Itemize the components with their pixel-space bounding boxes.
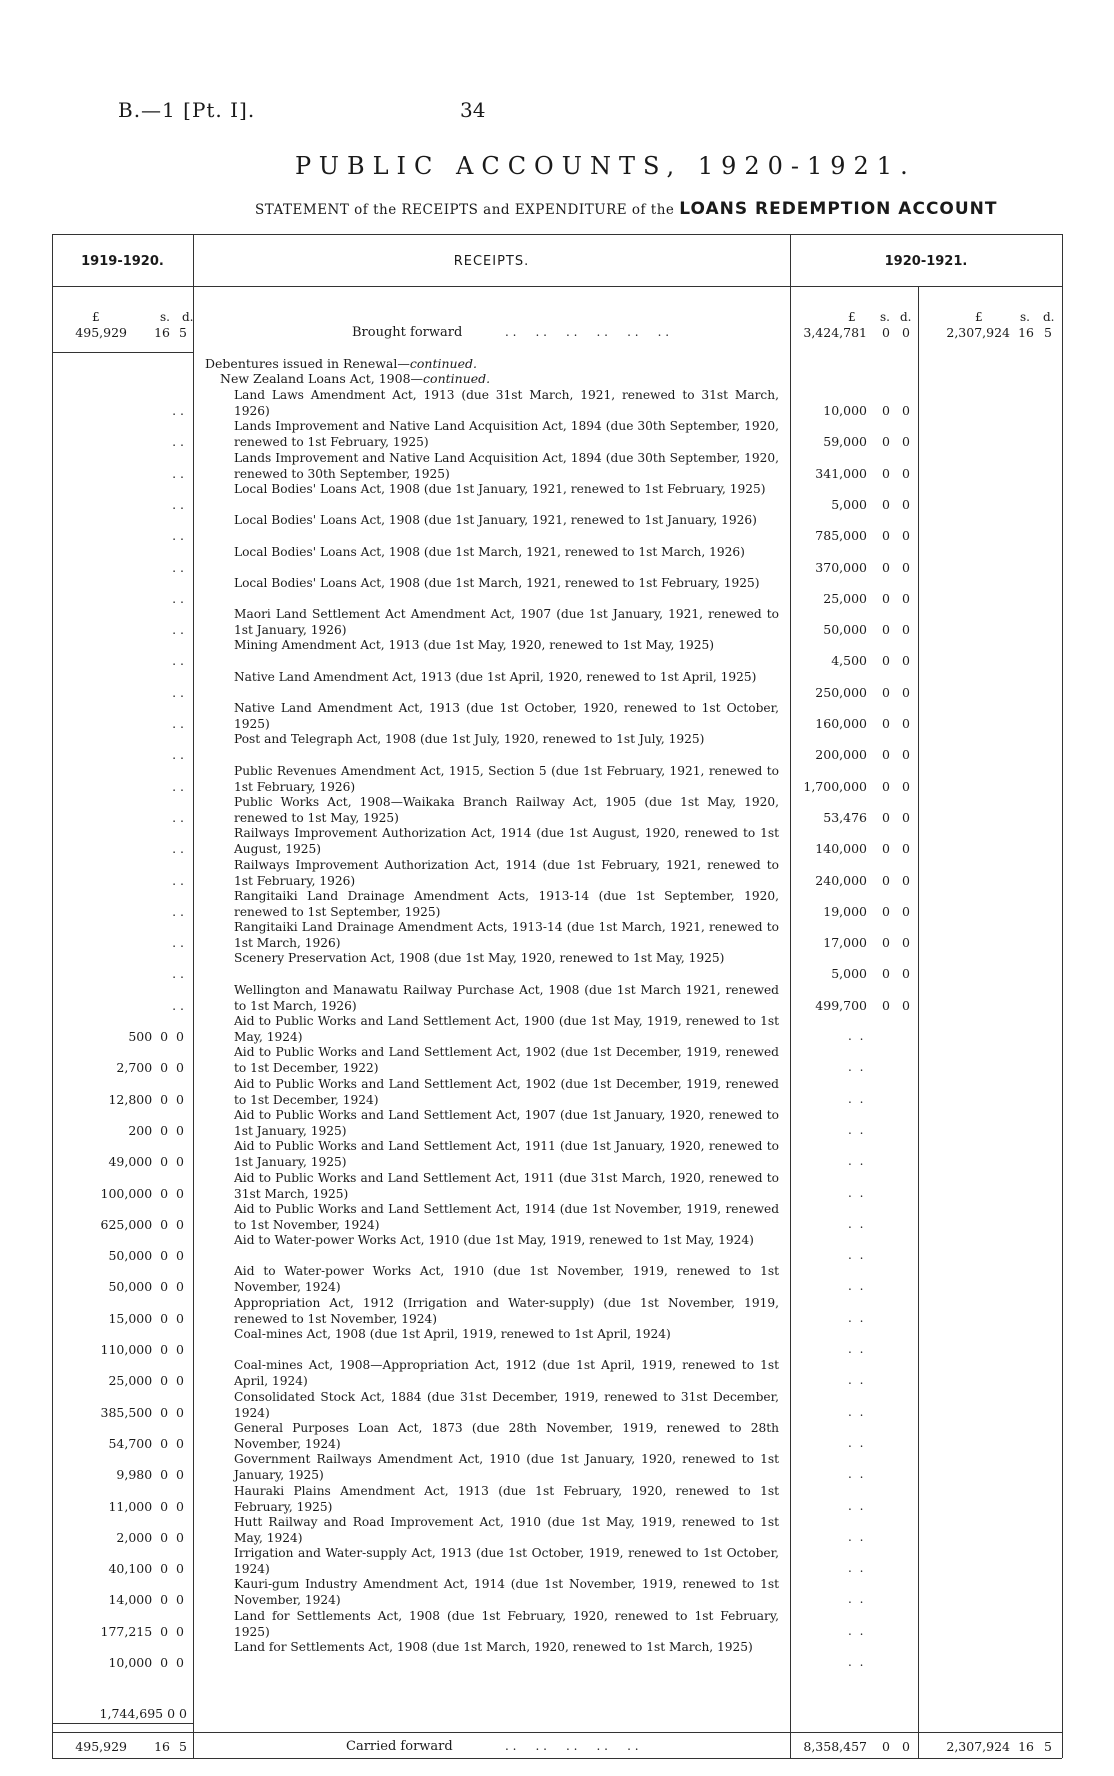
subtitle-account-name: LOANS REDEMPTION ACCOUNT xyxy=(679,199,998,219)
row-shillings: 0 xyxy=(882,685,890,700)
row-pence: 0 xyxy=(902,873,910,888)
row-left-amount: 40,100 0 0 xyxy=(108,1561,184,1576)
row-pence: 0 xyxy=(902,935,910,950)
section-subheading-nz-loans xyxy=(220,371,490,386)
row-shillings: 0 xyxy=(882,935,890,950)
row-pence: 0 xyxy=(902,528,910,543)
row-shillings: 0 xyxy=(882,779,890,794)
bf-mid-shillings: 0 xyxy=(882,325,890,340)
row-left-amount: . . xyxy=(172,622,184,637)
row-pounds: 25,000 xyxy=(823,591,867,606)
cf-mid-shillings: 0 xyxy=(882,1739,890,1754)
cf-left-pence: 5 xyxy=(179,1739,187,1754)
row-left-amount: 14,000 0 0 xyxy=(108,1592,184,1607)
table-header-rule xyxy=(52,286,1062,287)
row-shillings: 0 xyxy=(882,841,890,856)
row-description: Local Bodies' Loans Act, 1908 (due 1st January, 1921, renewed to 1st February, 1925) xyxy=(234,482,766,496)
row-mid-dots: . . xyxy=(848,1530,866,1544)
row-description: Appropriation Act, 1912 (Irrigation and Water-supply) (due 1st November, 1919, renewed to 1st November, 1924) xyxy=(234,1296,779,1326)
left-pence-unit: d. xyxy=(182,310,194,324)
row-shillings: 0 xyxy=(882,873,890,888)
row-pounds: 160,000 xyxy=(815,716,867,731)
row-shillings: 0 xyxy=(882,560,890,575)
row-left-amount: 110,000 0 0 xyxy=(100,1342,184,1357)
mid-pound-unit: £ xyxy=(848,310,856,324)
left-brought-rule xyxy=(52,352,193,353)
row-description: Local Bodies' Loans Act, 1908 (due 1st January, 1921, renewed to 1st January, 1926) xyxy=(234,513,757,527)
cf-left-shillings: 16 xyxy=(154,1739,170,1754)
row-description: Hutt Railway and Road Improvement Act, 1910 (due 1st May, 1919, renewed to 1st May, 1924) xyxy=(234,1515,779,1545)
row-left-amount: . . xyxy=(172,403,184,418)
bf-right-pence: 5 xyxy=(1044,325,1052,340)
row-description: Aid to Public Works and Land Settlement Act, 1900 (due 1st May, 1919, renewed to 1st May, 1924) xyxy=(234,1014,779,1044)
row-shillings: 0 xyxy=(882,528,890,543)
mid-pence-unit: d. xyxy=(900,310,912,324)
row-pounds: 50,000 xyxy=(823,622,867,637)
col-divider-right xyxy=(790,234,791,1758)
bf-label: Brought forward xyxy=(352,325,463,340)
row-pence: 0 xyxy=(902,747,910,762)
row-description: Public Works Act, 1908—Waikaka Branch Railway Act, 1905 (due 1st May, 1920, renewed to 1st May, 1925) xyxy=(234,795,779,825)
row-pence: 0 xyxy=(902,434,910,449)
row-description: Post and Telegraph Act, 1908 (due 1st July, 1920, renewed to 1st July, 1925) xyxy=(234,732,705,746)
row-pounds: 140,000 xyxy=(815,841,867,856)
row-pence: 0 xyxy=(902,810,910,825)
bf-right-shillings: 16 xyxy=(1018,325,1034,340)
bf-mid-pounds: 3,424,781 xyxy=(803,325,867,340)
row-shillings: 0 xyxy=(882,403,890,418)
cf-mid-pence: 0 xyxy=(902,1739,910,1754)
bf-left-pence: 5 xyxy=(179,325,187,340)
row-description: Aid to Public Works and Land Settlement Act, 1911 (due 31st March, 1920, renewed to 31st March, 1925) xyxy=(234,1171,779,1201)
row-left-amount: 9,980 0 0 xyxy=(116,1467,184,1482)
row-pounds: 785,000 xyxy=(815,528,867,543)
row-mid-dots: . . xyxy=(848,1592,866,1606)
row-description: Land Laws Amendment Act, 1913 (due 31st March, 1921, renewed to 31st March, 1926) xyxy=(234,388,779,418)
row-shillings: 0 xyxy=(882,497,890,512)
row-mid-dots: . . xyxy=(848,1154,866,1168)
row-left-amount: . . xyxy=(172,779,184,794)
row-left-amount: . . xyxy=(172,998,184,1013)
row-left-amount: 12,800 0 0 xyxy=(108,1092,184,1107)
cf-right-pence: 5 xyxy=(1044,1739,1052,1754)
row-shillings: 0 xyxy=(882,466,890,481)
document-reference: B.—1 [Pt. I]. xyxy=(118,98,256,122)
section-subheading-continued: continued. xyxy=(423,371,491,386)
row-description: Coal-mines Act, 1908 (due 1st April, 1919, renewed to 1st April, 1924) xyxy=(234,1327,671,1341)
row-description: Mining Amendment Act, 1913 (due 1st May, 1920, renewed to 1st May, 1925) xyxy=(234,638,715,652)
row-description: Aid to Public Works and Land Settlement Act, 1907 (due 1st January, 1920, renewed to 1st January, 1925) xyxy=(234,1108,779,1138)
row-mid-dots: . . xyxy=(848,1436,866,1450)
row-mid-dots: . . xyxy=(848,1342,866,1356)
row-left-amount: . . xyxy=(172,653,184,668)
row-left-amount: 49,000 0 0 xyxy=(108,1154,184,1169)
row-left-amount: . . xyxy=(172,685,184,700)
cf-left-pounds: 495,929 xyxy=(75,1739,127,1754)
row-left-amount: . . xyxy=(172,466,184,481)
row-mid-dots: . . xyxy=(848,1405,866,1419)
bf-mid-pence: 0 xyxy=(902,325,910,340)
table-top-rule xyxy=(52,234,1062,235)
bf-left-shillings: 16 xyxy=(154,325,170,340)
table-left-border xyxy=(52,234,53,1758)
row-mid-dots: . . xyxy=(848,1123,866,1137)
row-left-amount: 625,000 0 0 xyxy=(100,1217,184,1232)
right-pence-unit: d. xyxy=(1043,310,1055,324)
row-pounds: 5,000 xyxy=(831,497,867,512)
row-mid-dots: . . xyxy=(848,1624,866,1638)
cf-right-pounds: 2,307,924 xyxy=(946,1739,1010,1754)
row-description: Native Land Amendment Act, 1913 (due 1st April, 1920, renewed to 1st April, 1925) xyxy=(234,670,757,684)
col-header-1919-1920: 1919-1920. xyxy=(81,254,164,269)
row-description: Local Bodies' Loans Act, 1908 (due 1st March, 1921, renewed to 1st March, 1926) xyxy=(234,545,745,559)
row-left-amount: . . xyxy=(172,841,184,856)
row-left-amount: 50,000 0 0 xyxy=(108,1279,184,1294)
col-header-receipts: RECEIPTS. xyxy=(453,254,530,269)
row-pence: 0 xyxy=(902,653,910,668)
row-description: Aid to Water-power Works Act, 1910 (due 1st November, 1919, renewed to 1st November, 1924) xyxy=(234,1264,779,1294)
row-description: Local Bodies' Loans Act, 1908 (due 1st March, 1921, renewed to 1st February, 1925) xyxy=(234,576,760,590)
row-pounds: 17,000 xyxy=(823,935,867,950)
row-shillings: 0 xyxy=(882,966,890,981)
right-shilling-unit: s. xyxy=(1020,310,1030,324)
row-pounds: 1,700,000 xyxy=(803,779,867,794)
row-left-amount: 11,000 0 0 xyxy=(108,1499,184,1514)
row-pence: 0 xyxy=(902,685,910,700)
statement-subtitle xyxy=(255,199,998,219)
row-pounds: 370,000 xyxy=(815,560,867,575)
row-left-amount: 177,215 0 0 xyxy=(100,1624,184,1639)
row-pence: 0 xyxy=(902,904,910,919)
row-left-amount: . . xyxy=(172,560,184,575)
row-left-amount: 200 0 0 xyxy=(128,1123,184,1138)
row-left-amount: . . xyxy=(172,497,184,512)
left-pound-unit: £ xyxy=(92,310,100,324)
left-shilling-unit: s. xyxy=(160,310,170,324)
row-description: Lands Improvement and Native Land Acquisition Act, 1894 (due 30th September, 1920, renewed to 30th September, 1925) xyxy=(234,451,779,481)
row-pounds: 5,000 xyxy=(831,966,867,981)
page-number: 34 xyxy=(460,98,486,122)
row-mid-dots: . . xyxy=(848,1561,866,1575)
row-shillings: 0 xyxy=(882,591,890,606)
row-left-amount: 385,500 0 0 xyxy=(100,1405,184,1420)
mid-shilling-unit: s. xyxy=(880,310,890,324)
row-description: Scenery Preservation Act, 1908 (due 1st May, 1920, renewed to 1st May, 1925) xyxy=(234,951,725,965)
col-divider-left xyxy=(193,234,194,1758)
row-description: Aid to Public Works and Land Settlement Act, 1911 (due 1st January, 1920, renewed to 1st January, 1925) xyxy=(234,1139,779,1169)
page-title: PUBLIC ACCOUNTS, 1920-1921. xyxy=(295,152,916,180)
row-pence: 0 xyxy=(902,560,910,575)
row-pounds: 499,700 xyxy=(815,998,867,1013)
row-pounds: 4,500 xyxy=(831,653,867,668)
row-left-amount: . . xyxy=(172,904,184,919)
section-heading-text: Debentures issued in Renewal— xyxy=(205,356,410,371)
row-description: Land for Settlements Act, 1908 (due 1st February, 1920, renewed to 1st February, 1925) xyxy=(234,1609,779,1639)
row-shillings: 0 xyxy=(882,434,890,449)
table-bottom-rule xyxy=(52,1758,1062,1759)
row-shillings: 0 xyxy=(882,998,890,1013)
left-subtotal-rule xyxy=(52,1723,193,1724)
row-pence: 0 xyxy=(902,466,910,481)
bf-leader-dots: . . . . . . . . . . . . xyxy=(505,325,670,339)
row-mid-dots: . . xyxy=(848,1373,866,1387)
row-description: Lands Improvement and Native Land Acquisition Act, 1894 (due 30th September, 1920, renewed to 1st February, 1925) xyxy=(234,419,779,449)
row-description: Rangitaiki Land Drainage Amendment Acts, 1913-14 (due 1st March, 1921, renewed to 1st March, 1926) xyxy=(234,920,779,950)
row-mid-dots: . . xyxy=(848,1655,866,1669)
row-shillings: 0 xyxy=(882,716,890,731)
row-left-amount: . . xyxy=(172,810,184,825)
row-description: Land for Settlements Act, 1908 (due 1st March, 1920, renewed to 1st March, 1925) xyxy=(234,1640,753,1654)
row-pence: 0 xyxy=(902,622,910,637)
section-subheading-text: New Zealand Loans Act, 1908— xyxy=(220,371,424,386)
right-pound-unit: £ xyxy=(975,310,983,324)
row-shillings: 0 xyxy=(882,810,890,825)
row-left-amount: . . xyxy=(172,591,184,606)
row-left-amount: 2,000 0 0 xyxy=(116,1530,184,1545)
row-pounds: 341,000 xyxy=(815,466,867,481)
row-description: Kauri-gum Industry Amendment Act, 1914 (due 1st November, 1919, renewed to 1st November, 1924) xyxy=(234,1577,779,1607)
row-description: Consolidated Stock Act, 1884 (due 31st December, 1919, renewed to 31st December, 1924) xyxy=(234,1390,779,1420)
row-pounds: 250,000 xyxy=(815,685,867,700)
row-description: General Purposes Loan Act, 1873 (due 28th November, 1919, renewed to 28th November, 1924) xyxy=(234,1421,779,1451)
row-left-amount: 2,700 0 0 xyxy=(116,1060,184,1075)
cf-label: Carried forward xyxy=(346,1739,453,1754)
row-left-amount: 10,000 0 0 xyxy=(108,1655,184,1670)
row-mid-dots: . . xyxy=(848,1029,866,1043)
row-mid-dots: . . xyxy=(848,1217,866,1231)
row-left-amount: . . xyxy=(172,873,184,888)
row-mid-dots: . . xyxy=(848,1311,866,1325)
row-pence: 0 xyxy=(902,497,910,512)
row-pence: 0 xyxy=(902,403,910,418)
row-left-amount: 54,700 0 0 xyxy=(108,1436,184,1451)
row-mid-dots: . . xyxy=(848,1060,866,1074)
row-description: Hauraki Plains Amendment Act, 1913 (due 1st February, 1920, renewed to 1st February, 1925) xyxy=(234,1484,779,1514)
row-left-amount: 25,000 0 0 xyxy=(108,1373,184,1388)
row-shillings: 0 xyxy=(882,747,890,762)
row-pounds: 59,000 xyxy=(823,434,867,449)
row-pence: 0 xyxy=(902,779,910,794)
row-shillings: 0 xyxy=(882,653,890,668)
row-pence: 0 xyxy=(902,966,910,981)
row-left-amount: . . xyxy=(172,966,184,981)
row-description: Public Revenues Amendment Act, 1915, Section 5 (due 1st February, 1921, renewed to 1st February, 1926) xyxy=(234,764,779,794)
bf-right-pounds: 2,307,924 xyxy=(946,325,1010,340)
row-description: Railways Improvement Authorization Act, 1914 (due 1st August, 1920, renewed to 1st August, 1925) xyxy=(234,826,779,856)
row-description: Aid to Public Works and Land Settlement Act, 1902 (due 1st December, 1919, renewed to 1st December, 1924) xyxy=(234,1077,779,1107)
row-description: Maori Land Settlement Act Amendment Act, 1907 (due 1st January, 1921, renewed to 1st January, 1926) xyxy=(234,607,779,637)
total-rule-top xyxy=(52,1732,1062,1733)
row-description: Native Land Amendment Act, 1913 (due 1st October, 1920, renewed to 1st October, 1925) xyxy=(234,701,779,731)
row-pounds: 53,476 xyxy=(823,810,867,825)
row-mid-dots: . . xyxy=(848,1279,866,1293)
row-description: Aid to Public Works and Land Settlement Act, 1902 (due 1st December, 1919, renewed to 1st December, 1922) xyxy=(234,1045,779,1075)
cf-mid-pounds: 8,358,457 xyxy=(803,1739,867,1754)
row-pence: 0 xyxy=(902,998,910,1013)
row-pence: 0 xyxy=(902,716,910,731)
row-pounds: 200,000 xyxy=(815,747,867,762)
row-left-amount: 500 0 0 xyxy=(128,1029,184,1044)
row-pence: 0 xyxy=(902,591,910,606)
row-left-amount: . . xyxy=(172,935,184,950)
row-pence: 0 xyxy=(902,841,910,856)
row-description: Rangitaiki Land Drainage Amendment Acts, 1913-14 (due 1st September, 1920, renewed to 1st September, 1925) xyxy=(234,889,779,919)
table-right-border xyxy=(1062,234,1063,1758)
row-description: Irrigation and Water-supply Act, 1913 (due 1st October, 1919, renewed to 1st October, 1924) xyxy=(234,1546,779,1576)
row-description: Railways Improvement Authorization Act, 1914 (due 1st February, 1921, renewed to 1st February, 1926) xyxy=(234,858,779,888)
section-heading-continued: continued. xyxy=(409,356,477,371)
col-divider-inner xyxy=(918,286,919,1758)
row-mid-dots: . . xyxy=(848,1186,866,1200)
row-left-amount: . . xyxy=(172,434,184,449)
section-heading-debentures xyxy=(205,356,477,371)
left-subtotal: 1,744,695 0 0 xyxy=(99,1706,187,1721)
row-description: Government Railways Amendment Act, 1910 (due 1st January, 1920, renewed to 1st January, 1925) xyxy=(234,1452,779,1482)
row-description: Coal-mines Act, 1908—Appropriation Act, 1912 (due 1st April, 1919, renewed to 1st April, 1924) xyxy=(234,1358,779,1388)
cf-right-shillings: 16 xyxy=(1018,1739,1034,1754)
row-description: Aid to Public Works and Land Settlement Act, 1914 (due 1st November, 1919, renewed to 1st November, 1924) xyxy=(234,1202,779,1232)
row-left-amount: 100,000 0 0 xyxy=(100,1186,184,1201)
row-pounds: 10,000 xyxy=(823,403,867,418)
row-description: Aid to Water-power Works Act, 1910 (due 1st May, 1919, renewed to 1st May, 1924) xyxy=(234,1233,754,1247)
bf-left-pounds: 495,929 xyxy=(75,325,127,340)
col-header-1920-1921: 1920-1921. xyxy=(884,254,968,269)
row-left-amount: 50,000 0 0 xyxy=(108,1248,184,1263)
row-shillings: 0 xyxy=(882,622,890,637)
row-left-amount: . . xyxy=(172,716,184,731)
row-left-amount: . . xyxy=(172,528,184,543)
row-mid-dots: . . xyxy=(848,1248,866,1262)
row-mid-dots: . . xyxy=(848,1467,866,1481)
row-mid-dots: . . xyxy=(848,1499,866,1513)
cf-leader-dots: . . . . . . . . . . xyxy=(505,1739,639,1753)
subtitle-prefix: STATEMENT of the RECEIPTS and EXPENDITURE of the xyxy=(255,202,675,218)
row-mid-dots: . . xyxy=(848,1092,866,1106)
row-description: Wellington and Manawatu Railway Purchase Act, 1908 (due 1st March 1921, renewed to 1st March, 1926) xyxy=(234,983,779,1013)
row-left-amount: 15,000 0 0 xyxy=(108,1311,184,1326)
row-left-amount: . . xyxy=(172,747,184,762)
row-pounds: 19,000 xyxy=(823,904,867,919)
row-shillings: 0 xyxy=(882,904,890,919)
row-pounds: 240,000 xyxy=(815,873,867,888)
